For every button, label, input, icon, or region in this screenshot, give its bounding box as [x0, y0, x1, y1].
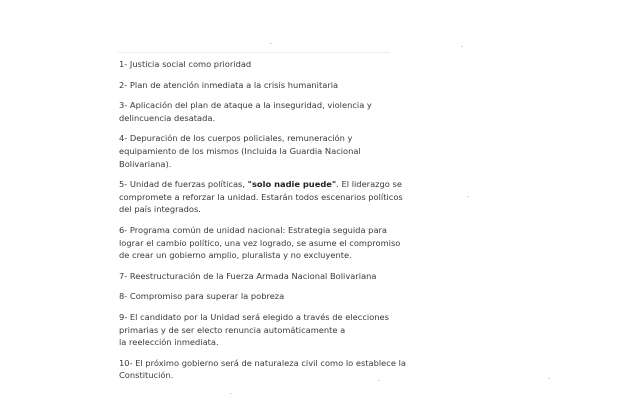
scan-speck: [230, 393, 232, 394]
list-item-7: 7- Reestructuración de la Fuerza Armada Nacional Bolivariana: [119, 270, 377, 281]
list-item-5-lead: 5- Unidad de fuerzas políticas,: [119, 179, 248, 190]
scan-speck: [461, 46, 463, 47]
list-item-5-slogan: "solo nadie puede": [247, 179, 337, 190]
scan-speck: [467, 196, 469, 197]
list-item-9-line-2: la reelección inmediata.: [119, 337, 219, 348]
list-item-9: [119, 311, 409, 349]
list-item-5: [119, 178, 409, 216]
list-item-4: 4- Depuración de los cuerpos policiales, remuneración y equipamiento de los mismos (Incluida la Guardia Nacional Bolivariana).: [119, 133, 361, 169]
top-divider: [118, 52, 390, 53]
list-item-9-line-1: 9- El candidato por la Unidad será elegido a través de elecciones primarias y de ser electo renuncia automáticamente a: [119, 311, 389, 335]
scan-speck: [548, 378, 550, 379]
list-item-2: 2- Plan de atención inmediata a la crisis humanitaria: [119, 79, 339, 90]
list-item-10: 10- El próximo gobierno será de naturaleza civil como lo establece la Constitución.: [119, 357, 406, 381]
document-body: [119, 58, 409, 390]
list-item-5-rest: . El liderazgo se compromete a reforzar la unidad. Estarán todos escenarios políticos del país integrados.: [119, 179, 403, 215]
scan-speck: [270, 43, 272, 44]
list-item-3: 3- Aplicación del plan de ataque a la inseguridad, violencia y delincuencia desatada.: [119, 100, 372, 123]
list-item-6: 6- Programa común de unidad nacional: Estrategia seguida para lograr el cambio político, una vez logrado, se asume el compromiso de crear un gobierno amplio, pluralista y no excluyente.: [119, 224, 401, 261]
scan-speck: [378, 380, 380, 381]
list-item-1: 1- Justicia social como prioridad: [119, 59, 252, 69]
list-item-8: 8- Compromiso para superar la pobreza: [119, 291, 285, 302]
